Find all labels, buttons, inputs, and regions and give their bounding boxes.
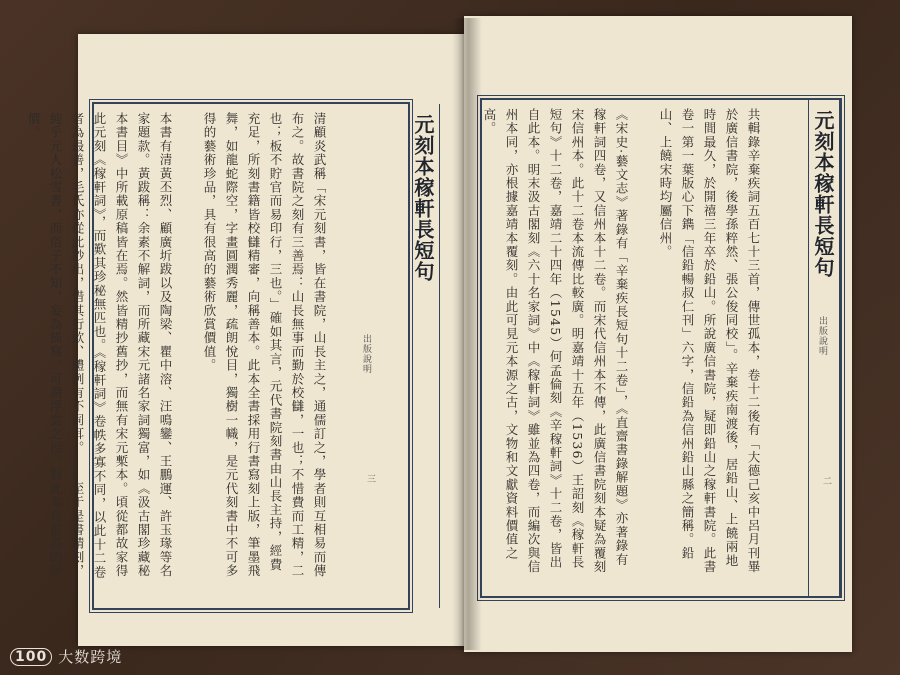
left-page-subtitle: 出版說明 — [361, 334, 371, 374]
right-page-title: 元刻本稼軒長短句 — [811, 110, 835, 278]
left-paragraph-2: 本書有清黃丕烈、顧廣圻跋以及陶梁、瞿中溶、汪鳴鑾、王鵬運、許玉瑑等名家題款。黃跋稱：余素不解詞，而所藏宋元諸名家詞獨富，如《汲古閣珍藏秘本書目》中所載原稿皆在焉。然皆精抄舊抄，而無有宋元槧本。頃從都故家得此元刻《稼軒詞》，而歎其珍秘無匹也。《稼軒詞》卷帙多寡不同，以此十二卷者為最善，毛氏亦從此鈔出，惜其行欵、體例有不同耳。……至于是書精刻，純乎元人松雪書，而俗子不知，妄為描寫，可謂浮雲之污。對此本有很高的評價。 — [26, 112, 173, 579]
left-paragraph-1: 清顧炎武稱「宋元刻書，皆在書院，山長主之，通儒訂之，學者則互相易而傳布之。故書院之刻有三善焉：山長無事而勤於校讎，一也；不惜費而工精，二也；板不貯官而易印行，三也。」確如其言，元代書院刻書由山長主持，經費充足，所刻書籍皆校讎精審，向稱善本。此本全書採用行書寫刻上版，筆墨飛舞，如龍蛇際空，字畫圓潤秀麗，疏朗悅目，獨樹一幟，是元代刻書中不可多得的藝術珍品，具有很高的藝術欣賞價值。 — [202, 112, 327, 578]
right-paragraph-1: 共輯錄辛棄疾詞五百七十三首，傳世孤本，卷十二後有「大德己亥中呂月刊畢於廣信書院，後學孫粹然、張公俊同校」。辛棄疾南渡後，居鉛山、上饒兩地時間最久，於開禧三年卒於鉛山。所說廣信書院，疑即鉛山之稼軒書院。此書卷一第一葉版心下鐫「信鉛暢叔仁刊」六字，信鉛為信州鉛山縣之簡稱。鉛山、上饒宋時均屬信州。 — [658, 108, 761, 574]
right-page-number: 二 — [821, 476, 831, 485]
left-page — [26, 34, 464, 646]
watermark-text: 大数跨境 — [58, 648, 123, 666]
watermark — [10, 646, 122, 667]
book-spine-shadow — [452, 18, 482, 650]
right-page-frame — [480, 98, 842, 598]
right-paragraph-2: 《宋史·藝文志》著錄有「辛棄疾長短句十二卷」，《直齋書錄解題》亦著錄有稼軒詞四卷，又信州本十二卷。而宋代信州本不傳，此廣信書院刻本疑為覆刻宋信州本。此十二卷本流傳比較廣。明嘉靖十五年（1536）王詔刻《稼軒長短句》十二卷，嘉靖二十四年（1545）何孟倫刻《辛稼軒詞》十二卷，皆出自此本。明末汲古閣刻《六十名家詞》中《稼軒詞》雖並為四卷，而編次與信州本同，亦根據嘉靖本覆刻。由此可見元本源之古，文物和文獻資料價值之高。 — [482, 108, 629, 574]
right-page-body — [484, 108, 764, 578]
right-page-subtitle: 出版說明 — [817, 316, 827, 356]
left-page-title: 元刻本稼軒長短句 — [411, 114, 435, 282]
left-page-body — [26, 112, 330, 582]
watermark-logo: 100 — [10, 648, 52, 666]
right-page — [464, 16, 852, 652]
left-title-band — [408, 104, 440, 608]
left-page-number: 三 — [365, 474, 375, 483]
